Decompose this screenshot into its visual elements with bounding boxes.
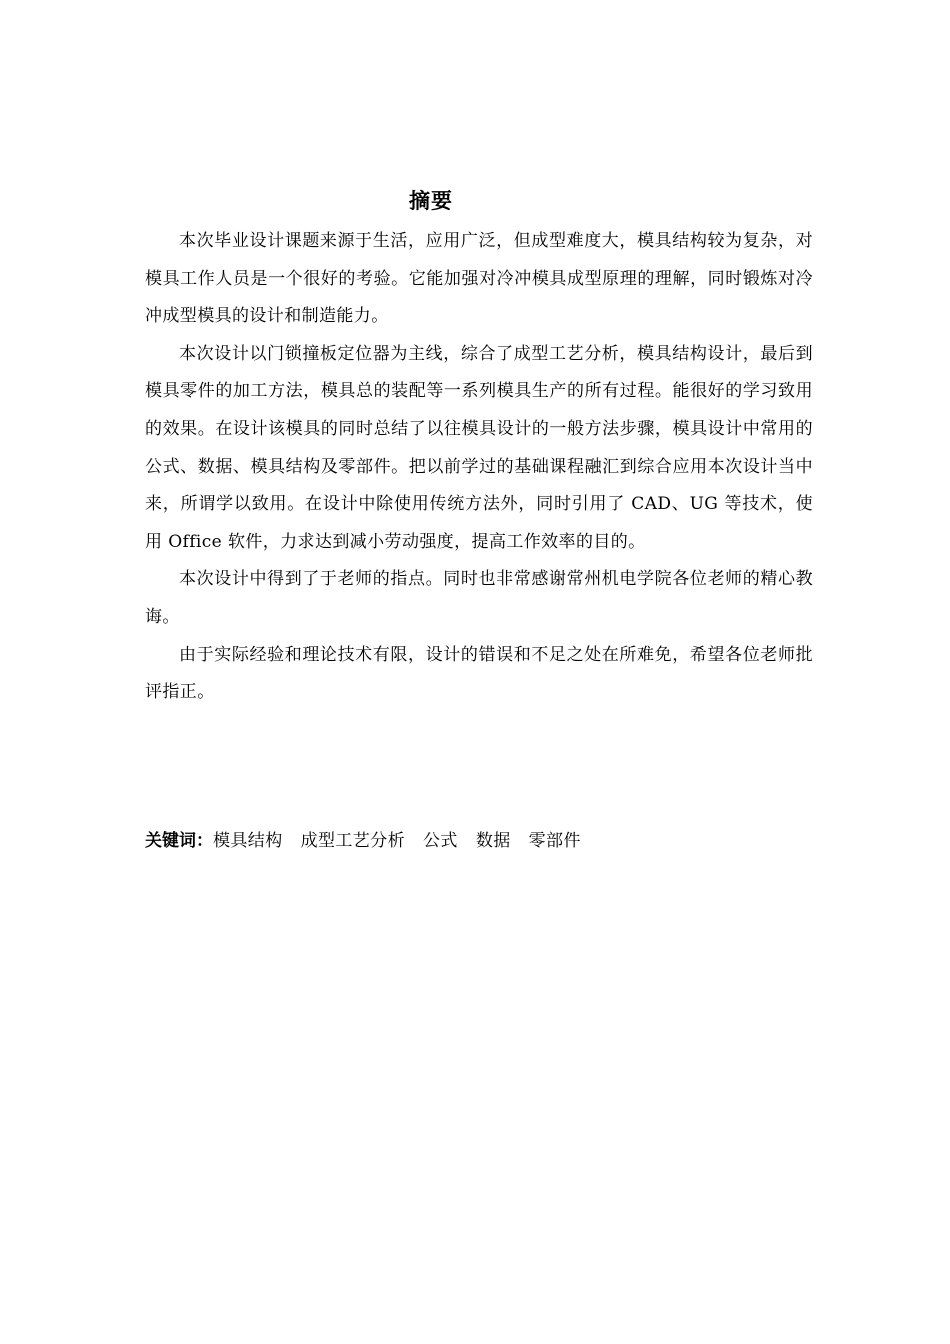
paragraph-2: 本次设计以门锁撞板定位器为主线，综合了成型工艺分析，模具结构设计，最后到模具零件的加工方法，模具总的装配等一系列模具生产的所有过程。能很好的学习致用的效果。在设计该模具的同时总结了以往模具设计的一般方法步骤，模具设计中常用的公式、数据、模具结构及零部件。把以前学过的基础课程融汇到综合应用本次设计当中来，所谓学以致用。在设计中除使用传统方法外，同时引用了 CAD、UG 等技术，使用 Office 软件，力求达到减小劳动强度，提高工作效率的目的。: [145, 343, 813, 552]
abstract-body: [145, 223, 813, 712]
abstract-title: 摘要: [409, 189, 453, 213]
keyword-item: 成型工艺分析: [300, 831, 406, 851]
paragraph-4: 由于实际经验和理论技术有限，设计的错误和不足之处在所难免，希望各位老师批评指正。: [145, 644, 813, 703]
paragraph-3: 本次设计中得到了于老师的指点。同时也非常感谢常州机电学院各位老师的精心教诲。: [145, 569, 813, 627]
keyword-item: 数据: [475, 831, 511, 851]
keywords-line: [145, 825, 813, 857]
keywords-label: 关键词：: [145, 831, 213, 851]
keyword-item: 公式: [423, 831, 458, 851]
keyword-item: 模具结构: [213, 831, 283, 851]
keyword-item: 零部件: [528, 831, 581, 851]
paragraph-1: 本次毕业设计课题来源于生活，应用广泛，但成型难度大，模具结构较为复杂，对模具工作人员是一个很好的考验。它能加强对冷冲模具成型原理的理解，同时锻炼对冷冲成型模具的设计和制造能力。: [145, 231, 813, 327]
